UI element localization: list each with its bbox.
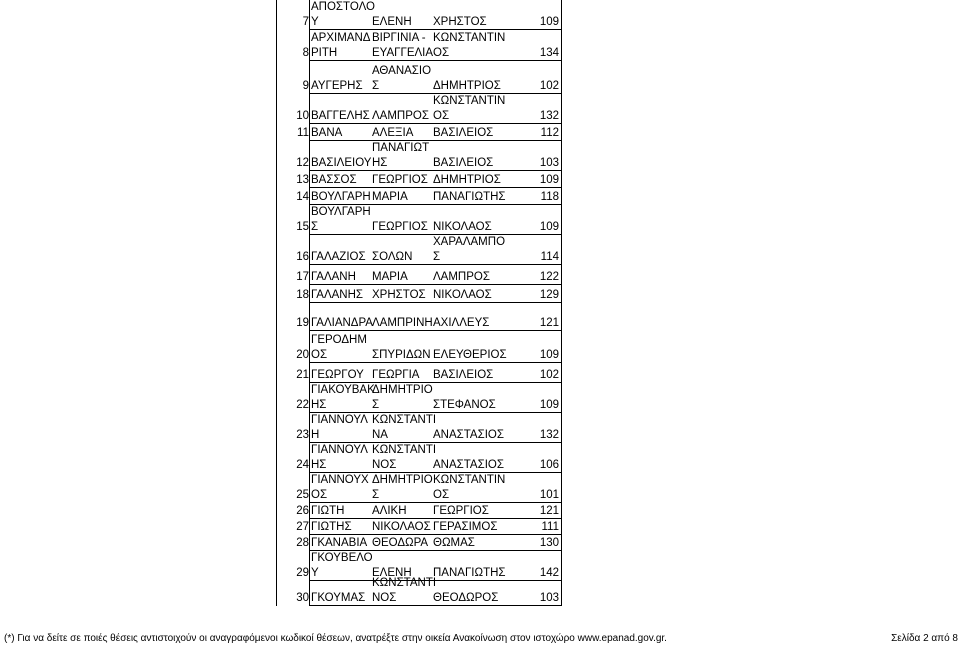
surname-cell: ΓΑΛΙΑΝΔΡΑ bbox=[311, 317, 373, 329]
points-cell: 132 bbox=[539, 429, 559, 441]
first-name-cell: Σ bbox=[372, 80, 380, 92]
surname-cell: Υ bbox=[311, 16, 319, 28]
surname-cell: Η bbox=[311, 429, 320, 441]
points-cell: 132 bbox=[539, 110, 559, 122]
father-name-cell: ΟΣ bbox=[433, 110, 450, 122]
father-name-cell: ΓΕΡΑΣΙΜΟΣ bbox=[433, 521, 498, 533]
surname-cell: ΟΣ bbox=[311, 349, 328, 361]
first-name-cell: ΕΛΕΝΗ bbox=[372, 567, 412, 579]
father-name-cell: ΒΑΣΙΛΕΙΟΣ bbox=[433, 157, 494, 169]
first-name-cell: ΣΟΛΩΝ bbox=[372, 251, 413, 263]
first-name-cell: ΘΕΟΔΩΡΑ bbox=[372, 537, 429, 549]
surname-cell: ΓΙΑΝΝΟΥΛ bbox=[311, 414, 368, 426]
row-number: 29 bbox=[296, 567, 309, 579]
father-name-cell: ΧΡΗΣΤΟΣ bbox=[433, 16, 487, 28]
father-name-cell: ΒΑΣΙΛΕΙΟΣ bbox=[433, 369, 494, 381]
row-number: 20 bbox=[296, 349, 309, 361]
father-name-cell: ΔΗΜΗΤΡΙΟΣ bbox=[433, 174, 501, 186]
row-number: 14 bbox=[296, 191, 309, 203]
first-name-cell: ΠΑΝΑΓΙΩΤ bbox=[372, 142, 430, 154]
points-cell: 122 bbox=[539, 271, 559, 283]
first-name-cell: ΗΣ bbox=[372, 157, 388, 169]
points-cell: 142 bbox=[539, 567, 559, 579]
table-row bbox=[276, 282, 562, 303]
first-name-cell: ΚΩΝΣΤΑΝΤΙ bbox=[372, 414, 437, 426]
surname-cell: ΒΑΝΑ bbox=[311, 127, 343, 139]
row-number: 23 bbox=[296, 429, 309, 441]
row-number: 28 bbox=[296, 537, 309, 549]
table-row bbox=[276, 205, 562, 235]
points-cell: 130 bbox=[539, 537, 559, 549]
father-name-cell: ΒΑΣΙΛΕΙΟΣ bbox=[433, 127, 494, 139]
first-name-cell: ΑΛΙΚΗ bbox=[372, 505, 407, 517]
points-cell: 129 bbox=[539, 289, 559, 301]
surname-cell: ΓΚΟΥΜΑΣ bbox=[311, 592, 366, 604]
father-name-cell: Σ bbox=[433, 251, 441, 263]
points-cell: 109 bbox=[539, 399, 559, 411]
father-name-cell: ΕΛΕΥΘΕΡΙΟΣ bbox=[433, 349, 507, 361]
first-name-cell: ΓΕΩΡΓΙΟΣ bbox=[372, 221, 428, 233]
table-row bbox=[276, 535, 562, 551]
points-cell: 103 bbox=[539, 592, 559, 604]
father-name-cell: ΘΕΟΔΩΡΟΣ bbox=[433, 592, 499, 604]
points-cell: 134 bbox=[539, 47, 559, 59]
row-number: 21 bbox=[296, 369, 309, 381]
father-name-cell: ΑΧΙΛΛΕΥΣ bbox=[433, 317, 490, 329]
father-name-cell: ΠΑΝΑΓΙΩΤΗΣ bbox=[433, 567, 506, 579]
table-row bbox=[276, 311, 562, 331]
surname-cell: ΒΟΥΛΓΑΡΗ bbox=[311, 191, 371, 203]
points-cell: 102 bbox=[539, 369, 559, 381]
table-row bbox=[276, 30, 562, 61]
row-number: 11 bbox=[297, 127, 309, 139]
points-cell: 106 bbox=[539, 459, 559, 471]
first-name-cell: ΛΑΜΠΡΙΝΗ bbox=[372, 317, 433, 329]
father-name-cell: ΘΩΜΑΣ bbox=[433, 537, 475, 549]
father-name-cell: ΚΩΝΣΤΑΝΤΙΝ bbox=[433, 95, 506, 107]
points-cell: 102 bbox=[539, 80, 559, 92]
table-row bbox=[276, 94, 562, 124]
first-name-cell: ΒΙΡΓΙΝΙΑ - bbox=[372, 32, 426, 44]
points-cell: 109 bbox=[539, 221, 559, 233]
points-cell: 109 bbox=[539, 16, 559, 28]
surname-cell: ΓΑΛΑΝΗ bbox=[311, 271, 356, 283]
father-name-cell: ΚΩΝΣΤΑΝΤΙΝ bbox=[433, 474, 506, 486]
father-name-cell: ΑΝΑΣΤΑΣΙΟΣ bbox=[433, 429, 504, 441]
table-row bbox=[276, 61, 562, 94]
first-name-cell: ΜΑΡΙΑ bbox=[372, 271, 408, 283]
father-name-cell: ΝΙΚΟΛΑΟΣ bbox=[433, 221, 492, 233]
surname-cell: Υ bbox=[311, 567, 319, 579]
first-name-cell: Σ bbox=[372, 399, 380, 411]
table-row bbox=[276, 363, 562, 383]
page-footer bbox=[0, 631, 960, 647]
row-divider bbox=[309, 605, 562, 606]
row-number: 16 bbox=[296, 251, 309, 263]
table-row bbox=[276, 473, 562, 503]
surname-cell: ΗΣ bbox=[311, 399, 327, 411]
father-name-cell: ΟΣ bbox=[433, 489, 450, 501]
row-number: 12 bbox=[296, 157, 309, 169]
points-cell: 109 bbox=[539, 349, 559, 361]
row-number: 25 bbox=[296, 489, 309, 501]
row-number: 17 bbox=[296, 271, 309, 283]
row-number: 22 bbox=[296, 399, 309, 411]
table-row bbox=[276, 141, 562, 171]
father-name-cell: ΝΙΚΟΛΑΟΣ bbox=[433, 289, 492, 301]
row-number: 9 bbox=[302, 80, 309, 92]
surname-cell: ΓΑΛΑΝΗΣ bbox=[311, 289, 364, 301]
first-name-cell: ΕΛΕΝΗ bbox=[372, 16, 412, 28]
first-name-cell: ΚΩΝΣΤΑΝΤΙ bbox=[372, 444, 437, 456]
surname-cell: ΓΚΑΝΑΒΙΑ bbox=[311, 537, 368, 549]
first-name-cell: ΝΟΣ bbox=[372, 459, 397, 471]
row-number: 27 bbox=[296, 521, 309, 533]
father-name-cell: ΣΤΕΦΑΝΟΣ bbox=[433, 399, 496, 411]
table-row bbox=[276, 235, 562, 265]
surname-cell: ΓΑΛΑΖΙΟΣ bbox=[311, 251, 366, 263]
row-number: 30 bbox=[296, 592, 309, 604]
surname-cell: ΑΠΟΣΤΟΛΟ bbox=[311, 1, 375, 13]
footnote: (*) Για να δείτε σε ποιές θέσεις αντιστοιχούν οι αναγραφόμενοι κωδικοί θέσεων, ανατρέξτε στην οικεία Ανακοίνωση στον ιστοχώρο www.epanad.gov.gr. bbox=[4, 633, 667, 644]
surname-cell: ΒΟΥΛΓΑΡΗ bbox=[311, 206, 371, 218]
first-name-cell: ΣΠΥΡΙΔΩΝ bbox=[372, 349, 431, 361]
surname-cell: ΑΥΓΕΡΗΣ bbox=[311, 80, 363, 92]
row-number: 19 bbox=[296, 317, 309, 329]
points-cell: 114 bbox=[540, 251, 559, 263]
surname-cell: ΓΙΩΤΗ bbox=[311, 505, 345, 517]
row-number: 26 bbox=[296, 505, 309, 517]
first-name-cell: ΓΕΩΡΓΙΟΣ bbox=[372, 174, 428, 186]
table-row bbox=[276, 519, 562, 535]
first-name-cell: ΑΛΕΞΙΑ bbox=[372, 127, 414, 139]
points-cell: 112 bbox=[540, 127, 559, 139]
surname-cell: ΓΕΡΟΔΗΜ bbox=[311, 334, 367, 346]
points-cell: 101 bbox=[539, 489, 559, 501]
row-number: 18 bbox=[296, 289, 309, 301]
points-cell: 118 bbox=[540, 191, 559, 203]
father-name-cell: ΛΑΜΠΡΟΣ bbox=[433, 271, 490, 283]
table-row bbox=[276, 124, 562, 141]
first-name-cell: ΝΑ bbox=[372, 429, 388, 441]
father-name-cell: ΑΝΑΣΤΑΣΙΟΣ bbox=[433, 459, 504, 471]
first-name-cell: ΚΩΝΣΤΑΝΤΙ bbox=[372, 577, 437, 589]
table-row bbox=[276, 413, 562, 443]
row-number: 10 bbox=[296, 110, 309, 122]
first-name-cell: ΔΗΜΗΤΡΙΟ bbox=[372, 474, 433, 486]
surname-cell: ΓΙΑΚΟΥΒΑΚ bbox=[311, 384, 375, 396]
first-name-cell: ΧΡΗΣΤΟΣ bbox=[372, 289, 426, 301]
surname-cell: ΓΙΑΝΝΟΥΧ bbox=[311, 474, 369, 486]
first-name-cell: ΛΑΜΠΡΟΣ bbox=[372, 110, 429, 122]
first-name-cell: Σ bbox=[372, 489, 380, 501]
surname-cell: Σ bbox=[311, 221, 319, 233]
surname-cell: ΓΙΑΝΝΟΥΛ bbox=[311, 444, 368, 456]
row-divider bbox=[309, 302, 562, 303]
father-name-cell: ΚΩΝΣΤΑΝΤΙΝ bbox=[433, 32, 506, 44]
surname-cell: ΡΙΤΗ bbox=[311, 47, 338, 59]
surname-cell: ΓΙΩΤΗΣ bbox=[311, 521, 352, 533]
first-name-cell: ΔΗΜΗΤΡΙΟ bbox=[372, 384, 433, 396]
row-number: 7 bbox=[302, 16, 309, 28]
father-name-cell: ΓΕΩΡΓΙΟΣ bbox=[433, 505, 489, 517]
father-name-cell: ΧΑΡΑΛΑΜΠΟ bbox=[433, 236, 506, 248]
surname-cell: ΒΑΣΙΛΕΙΟΥ bbox=[311, 157, 372, 169]
row-number: 24 bbox=[296, 459, 309, 471]
father-name-cell: ΟΣ bbox=[433, 47, 450, 59]
surname-cell: ΟΣ bbox=[311, 489, 328, 501]
surname-cell: ΓΚΟΥΒΕΛΟ bbox=[311, 552, 373, 564]
surname-cell: ΒΑΣΣΟΣ bbox=[311, 174, 357, 186]
first-name-cell: ΜΑΡΙΑ bbox=[372, 191, 408, 203]
table-row bbox=[276, 171, 562, 188]
surname-cell: ΒΑΓΓΕΛΗΣ bbox=[311, 110, 370, 122]
row-number: 8 bbox=[302, 47, 309, 59]
table-row bbox=[276, 383, 562, 413]
table-row bbox=[276, 188, 562, 205]
points-cell: 121 bbox=[539, 317, 559, 329]
points-cell: 103 bbox=[539, 157, 559, 169]
points-cell: 109 bbox=[539, 174, 559, 186]
first-name-cell: ΓΕΩΡΓΙΑ bbox=[372, 369, 420, 381]
table-row bbox=[276, 331, 562, 363]
table-row bbox=[276, 577, 562, 606]
first-name-cell: ΝΙΚΟΛΑΟΣ bbox=[372, 521, 431, 533]
first-name-cell: ΕΥΑΓΓΕΛΙΑ bbox=[372, 47, 434, 59]
surname-cell: ΗΣ bbox=[311, 459, 327, 471]
points-cell: 121 bbox=[539, 505, 559, 517]
table-row bbox=[276, 0, 562, 30]
surname-cell: ΓΕΩΡΓΟΥ bbox=[311, 369, 364, 381]
table-row bbox=[276, 503, 562, 519]
surname-cell: ΑΡΧΙΜΑΝΔ bbox=[311, 32, 371, 44]
page-number: Σελίδα 2 από 8 bbox=[891, 633, 958, 644]
first-name-cell: ΝΟΣ bbox=[372, 592, 397, 604]
table-row bbox=[276, 443, 562, 473]
points-cell: 111 bbox=[541, 521, 559, 533]
results-table bbox=[276, 0, 562, 606]
father-name-cell: ΔΗΜΗΤΡΙΟΣ bbox=[433, 80, 501, 92]
row-number: 15 bbox=[296, 221, 309, 233]
father-name-cell: ΠΑΝΑΓΙΩΤΗΣ bbox=[433, 191, 506, 203]
row-number: 13 bbox=[296, 174, 309, 186]
first-name-cell: ΑΘΑΝΑΣΙΟ bbox=[372, 65, 432, 77]
